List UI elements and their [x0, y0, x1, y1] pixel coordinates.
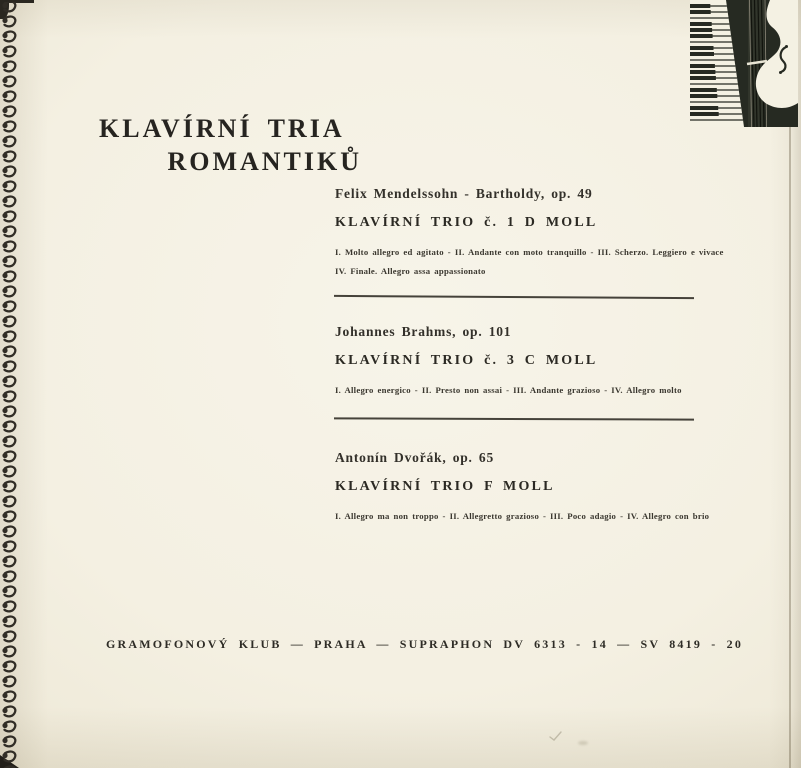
page-title — [99, 112, 362, 178]
work-title: KLAVÍRNÍ TRIO F MOLL — [335, 479, 555, 494]
spiral-binding-icon — [0, 0, 26, 768]
composer-line: Antonín Dvořák, op. 65 — [335, 450, 495, 465]
movements-list — [335, 243, 724, 281]
title-line-1: KLAVÍRNÍ TRIA — [99, 114, 345, 143]
work-section-dvorak — [335, 450, 710, 526]
composer-line: Felix Mendelssohn - Bartholdy, op. 49 — [335, 186, 593, 201]
paper-smudge — [578, 741, 588, 745]
work-section-brahms — [335, 324, 707, 400]
footer-imprint: GRAMOFONOVÝ KLUB — PRAHA — SUPRAPHON DV 6313 - 14 — SV 8419 - 20 — [106, 637, 744, 651]
work-title: KLAVÍRNÍ TRIO č. 1 D MOLL — [335, 215, 598, 230]
movements-list — [335, 381, 707, 400]
movements-line: I. Allegro energico - II. Presto non assai - III. Andante grazioso - IV. Allegro molto — [335, 385, 682, 395]
piano-violin-logo — [690, 0, 798, 127]
composer-line: Johannes Brahms, op. 101 — [335, 324, 512, 339]
movements-line: I. Allegro ma non troppo - II. Allegretto grazioso - III. Poco adagio - IV. Allegro con brio — [335, 511, 710, 521]
work-section-mendelssohn — [335, 186, 724, 281]
section-divider — [334, 295, 694, 299]
movements-list — [335, 507, 710, 526]
pencil-mark — [548, 730, 564, 743]
title-line-2: ROMANTIKŮ — [167, 147, 362, 176]
section-divider — [334, 417, 694, 420]
movements-line: IV. Finale. Allegro assa appassionato — [335, 266, 486, 276]
movements-line: I. Molto allegro ed agitato - II. Andante con moto tranquillo - III. Scherzo. Leggiero e vivace — [335, 247, 724, 257]
work-title: KLAVÍRNÍ TRIO č. 3 C MOLL — [335, 353, 598, 368]
